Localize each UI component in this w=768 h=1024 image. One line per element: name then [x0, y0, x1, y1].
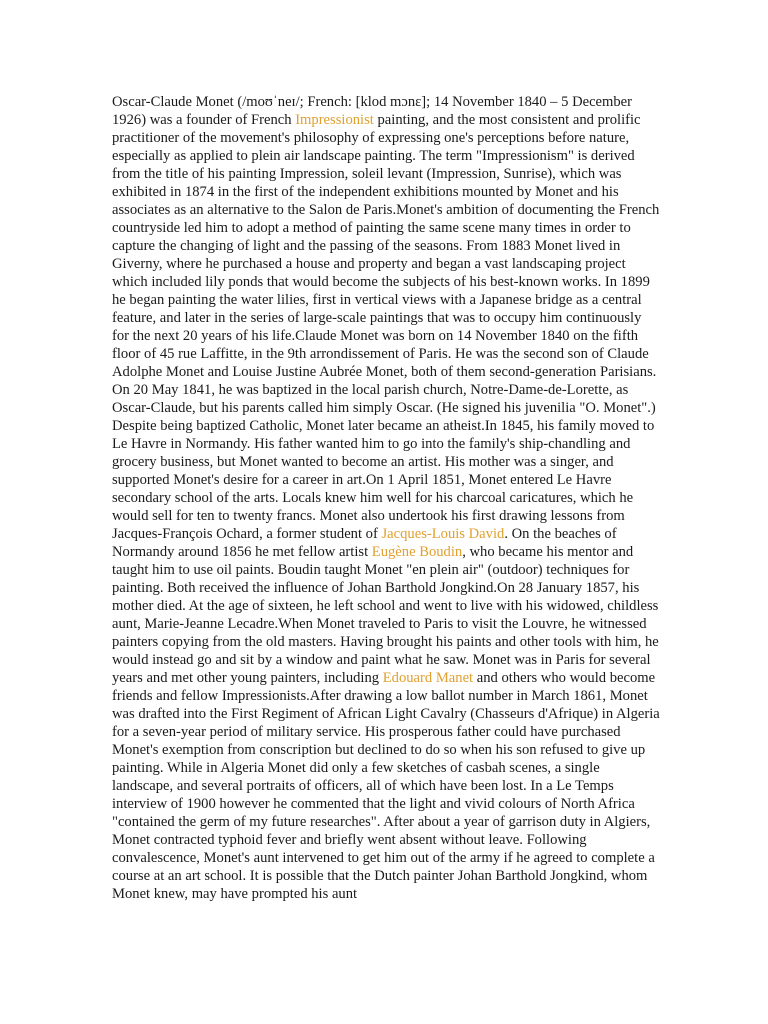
- link-impressionist[interactable]: Impressionist: [295, 112, 374, 128]
- link-jacques-louis-david[interactable]: Jacques-Louis David: [381, 526, 505, 542]
- text-segment: painting, and the most consistent and prolific practitioner of the movement's philosophy of expressing one's perceptions before nature, especially as applied to plein air landscape painting. The term "Impressionism" is derived from the title of his painting Impression, soleil levant (Impression, Sunrise), which was exhibited in 1874 in the first of the independent exhibitions mounted by Monet and his associates as an alternative to the Salon de Paris.Monet's ambition of documenting the French countryside led him to adopt a method of painting the same scene many times in order to capture the changing of light and the passing of the seasons. From 1883 Monet lived in Giverny, where he purchased a house and property and began a vast landscaping project which included lily ponds that would become the subjects of his best-known works. In 1899 he began painting the water lilies, first in vertical views with a Japanese bridge as a central feature, and later in the series of large-scale paintings that was to occupy him continuously for the next 20 years of his life.Claude Monet was born on 14 November 1840 on the fifth floor of 45 rue Laffitte, in the 9th arrondissement of Paris. He was the second son of Claude Adolphe Monet and Louise Justine Aubrée Monet, both of them second-generation Parisians. On 20 May 1841, he was baptized in the local parish church, Notre-Dame-de-Lorette, as Oscar-Claude, but his parents called him simply Oscar. (He signed his juvenilia "O. Monet".) Despite being baptized Catholic, Monet later became an atheist.In 1845, his family moved to Le Havre in Normandy. His father wanted him to go into the family's ship-chandling and grocery business, but Monet wanted to become an artist. His mother was a singer, and supported Monet's desire for a career in art.On 1 April 1851, Monet entered Le Havre secondary school of the arts. Locals knew him well for his charcoal caricatures, which he would sell for ten to twenty francs. Monet also undertook his first drawing lessons from Jacques-François Ochard, a former student of: [112, 112, 660, 542]
- link-eugene-boudin[interactable]: Eugène Boudin: [371, 544, 463, 560]
- text-segment: Oscar-Claude Monet (/moʊˈneɪ/; French: [klod mɔnɛ]; 14 November 1840 – 5 December 1926) was a founder of French: [112, 94, 633, 128]
- text-segment: , who became his mentor and taught him to use oil paints. Boudin taught Monet "en plein air" (outdoor) techniques for painting. Both received the influence of Johan Barthold Jongkind.On 28 January 1857, his mother died. At the age of sixteen, he left school and went to live with his widowed, childless aunt, Marie-Jeanne Lecadre.When Monet traveled to Paris to visit the Louvre, he witnessed painters copying from the old masters. Having brought his paints and other tools with him, he would instead go and sit by a window and paint what he saw. Monet was in Paris for several years and met other young painters, including: [112, 544, 659, 686]
- body-paragraph: [112, 93, 660, 903]
- text-segment: and others who would become friends and fellow Impressionists.After drawing a low ballot number in March 1861, Monet was drafted into the First Regiment of African Light Cavalry (Chasseurs d'Afrique) in Algeria for a seven-year period of military service. His prosperous father could have purchased Monet's exemption from conscription but declined to do so when his son refused to give up painting. While in Algeria Monet did only a few sketches of casbah scenes, a single landscape, and several portraits of officers, all of which have been lost. In a Le Temps interview of 1900 however he commented that the light and vivid colours of North Africa "contained the germ of my future researches". After about a year of garrison duty in Algiers, Monet contracted typhoid fever and briefly went absent without leave. Following convalescence, Monet's aunt intervened to get him out of the army if he agreed to complete a course at an art school. It is possible that the Dutch painter Johan Barthold Jongkind, whom Monet knew, may have prompted his aunt: [112, 670, 660, 902]
- text-segment: . On the beaches of Normandy around 1856 he met fellow artist: [112, 526, 617, 560]
- link-edouard-manet[interactable]: Edouard Manet: [382, 670, 474, 686]
